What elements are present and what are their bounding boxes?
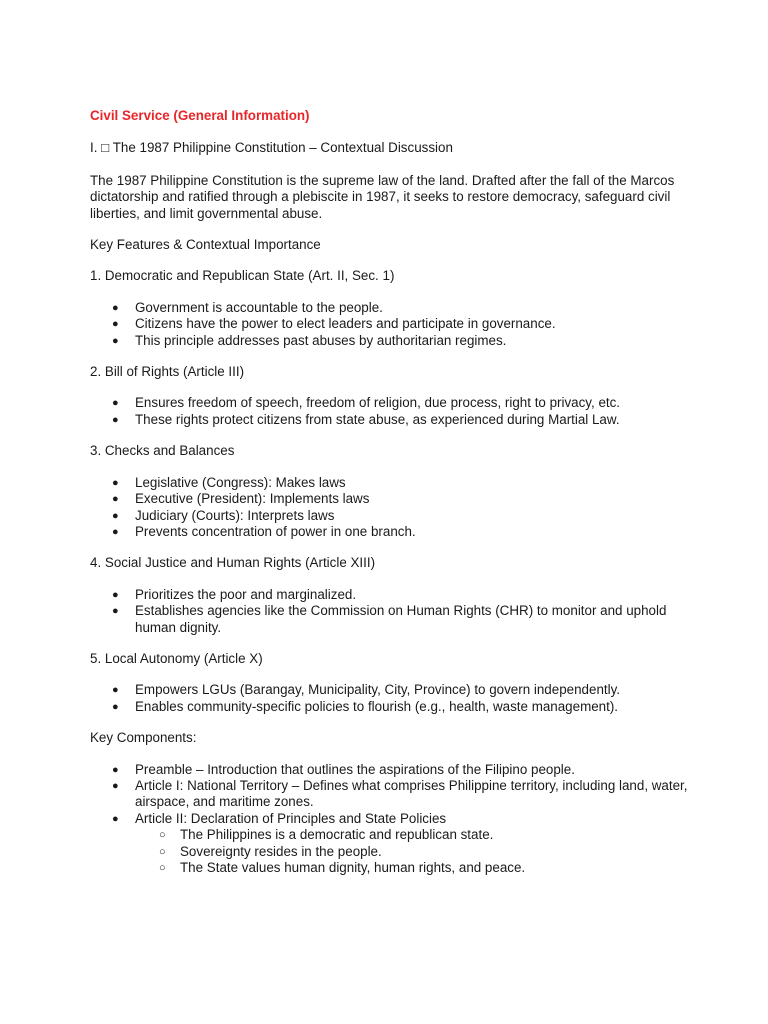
sub-list-item [135,844,690,860]
feature-heading: 5. Local Autonomy (Article X) [90,650,263,666]
document-title: Civil Service (General Information) [90,108,310,123]
section-heading: I. □ The 1987 Philippine Constitution – Contextual Discussion [90,140,453,156]
bullet-icon: ● [112,318,119,331]
article-ii-sublist [135,827,690,876]
sub-bullet-icon: ○ [159,862,166,874]
list-item-text: Preamble – Introduction that outlines the aspirations of the Filipino people. [135,761,575,777]
list-item-text: Executive (President): Implements laws [135,491,370,507]
sub-list-item-text: The State values human dignity, human rights, and peace. [180,860,526,875]
list-item [90,475,690,491]
list-item-text: Article I: National Territory – Defines what comprises Philippine territory, including land, water, airspace, and maritime zones. [135,777,688,810]
sub-list-item-text: The Philippines is a democratic and republican state. [180,827,494,843]
bullet-icon: ● [112,605,119,618]
list-item [90,699,690,715]
document-page [90,108,690,876]
feature-list [90,300,690,349]
bullet-icon: ● [112,476,119,489]
list-item [90,682,690,698]
key-features-heading: Key Features & Contextual Importance [90,237,321,253]
bullet-icon: ● [112,763,119,776]
feature-heading: 3. Checks and Balances [90,443,235,459]
feature-list [90,475,690,541]
list-item-text: This principle addresses past abuses by authoritarian regimes. [135,332,507,348]
list-item-text: Government is accountable to the people. [135,299,383,315]
list-item-text: Legislative (Congress): Makes laws [135,474,346,490]
list-item [90,762,690,778]
list-item-text: Empowers LGUs (Barangay, Municipality, City, Province) to govern independently. [135,682,621,698]
list-item [90,491,690,507]
bullet-icon: ● [112,779,119,792]
list-item [90,524,690,540]
bullet-icon: ● [112,413,119,426]
list-item-text: These rights protect citizens from state abuse, as experienced during Martial Law. [135,411,620,427]
list-item [90,508,690,524]
bullet-icon: ● [112,588,119,601]
sub-list-item [135,860,690,876]
list-item [90,603,690,636]
list-item-text: Prevents concentration of power in one branch. [135,523,416,539]
bullet-icon: ● [112,525,119,538]
feature-heading: 4. Social Justice and Human Rights (Article XIII) [90,555,376,571]
key-components-heading: Key Components: [90,730,197,746]
bullet-icon: ● [112,334,119,347]
components-list [90,762,690,877]
list-item [90,395,690,411]
bullet-icon: ● [112,493,119,506]
intro-paragraph: The 1987 Philippine Constitution is the supreme law of the land. Drafted after the fall of the Marcos dictatorship and ratified through a plebiscite in 1987, it seeks to restore democracy, safeguard civil liberties, and limit governmental abuse. [90,172,675,221]
feature-list [90,587,690,636]
list-item-text: Ensures freedom of speech, freedom of religion, due process, right to privacy, etc. [135,395,621,411]
list-item-text: Article II: Declaration of Principles and State Policies [135,810,447,826]
list-item [90,811,690,877]
list-item [90,333,690,349]
sub-list-item [135,827,690,843]
bullet-icon: ● [112,684,119,697]
sub-bullet-icon: ○ [159,829,166,842]
list-item-text: Citizens have the power to elect leaders and participate in governance. [135,316,556,332]
list-item-text: Judiciary (Courts): Interprets laws [135,507,335,523]
bullet-icon: ● [112,812,119,825]
feature-heading: 1. Democratic and Republican State (Art. II, Sec. 1) [90,268,395,284]
sub-bullet-icon: ○ [159,845,166,858]
list-item [90,300,690,316]
list-item-text: Prioritizes the poor and marginalized. [135,586,357,602]
feature-list [90,682,690,715]
bullet-icon: ● [112,397,119,410]
list-item [90,316,690,332]
feature-heading: 2. Bill of Rights (Article III) [90,364,245,380]
bullet-icon: ● [112,301,119,314]
list-item [90,778,690,811]
bullet-icon: ● [112,700,119,713]
list-item [90,412,690,428]
bullet-icon: ● [112,509,119,522]
list-item [90,587,690,603]
feature-list [90,395,690,428]
sub-list-item-text: Sovereignty resides in the people. [180,843,382,859]
list-item-text: Enables community-specific policies to flourish (e.g., health, waste management). [135,698,619,714]
list-item-text: Establishes agencies like the Commission on Human Rights (CHR) to monitor and uphold human dignity. [135,603,667,635]
